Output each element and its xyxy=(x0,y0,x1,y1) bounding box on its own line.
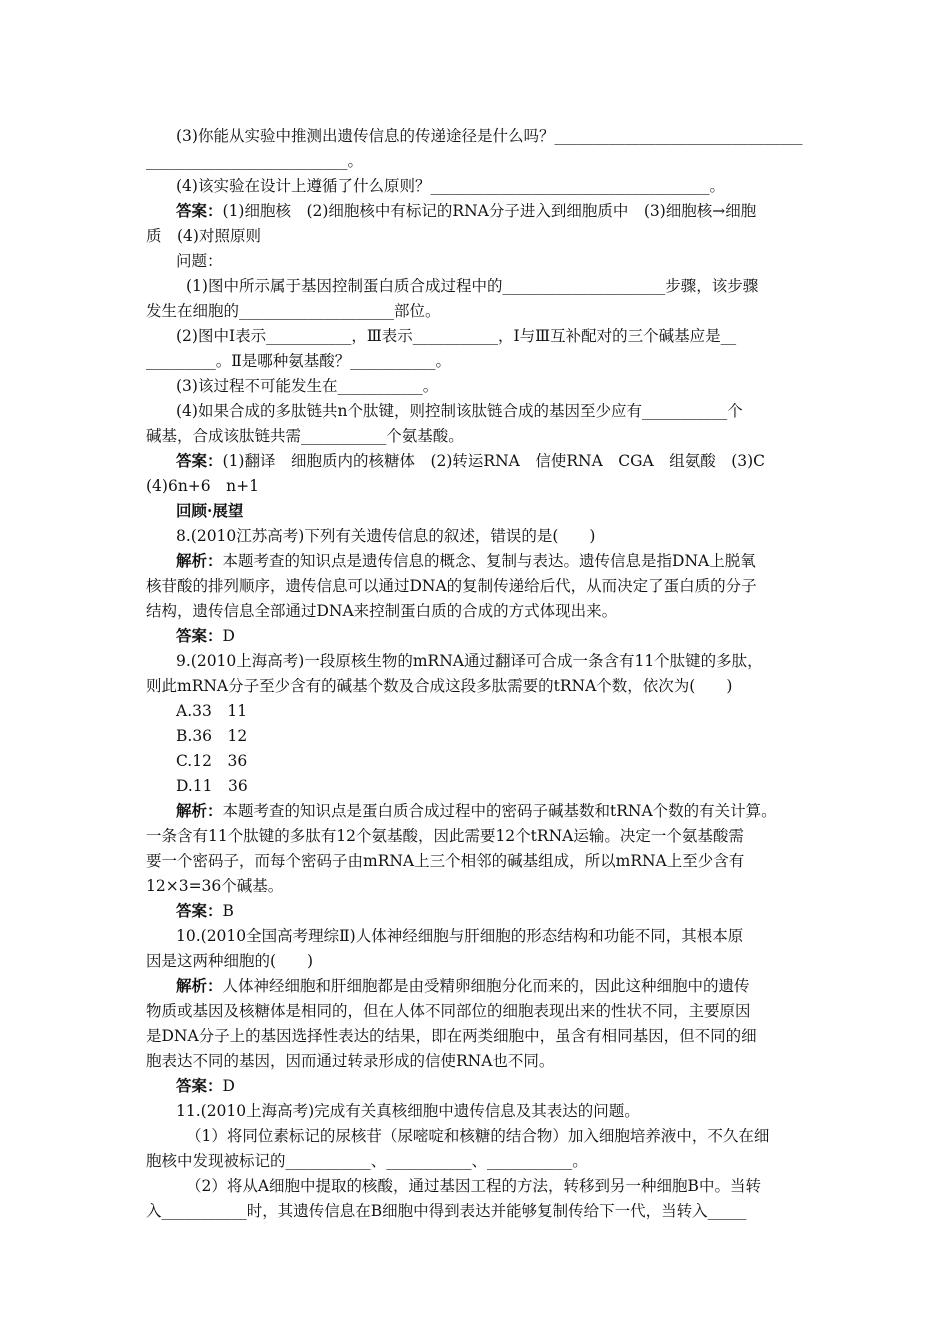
text-line: 因是这两种细胞的( ) xyxy=(146,952,314,970)
text-line: (3)该过程不可能发生在___________。 xyxy=(176,377,439,395)
analysis-text: 本题考查的知识点是遗传信息的概念、复制与表达。遗传信息是指DNA上脱氧 xyxy=(222,552,756,570)
answer-label: 答案： xyxy=(176,201,223,220)
text-line: (4)如果合成的多肽链共n个肽键，则控制该肽链合成的基因至少应有___________个 xyxy=(176,402,743,420)
analysis-line xyxy=(176,974,810,998)
answer-line xyxy=(176,624,810,648)
text-line: 胞核中发现被标记的___________、___________、___________。 xyxy=(146,1152,588,1170)
option-c: C.12 36 xyxy=(176,752,248,770)
text-line: 问题： xyxy=(176,252,223,270)
question-11: 11.(2010上海高考)完成有关真核细胞中遗传信息及其表达的问题。 xyxy=(176,1102,640,1120)
answer-line xyxy=(176,899,810,923)
answer-text: (1)翻译 细胞质内的核糖体 (2)转运RNA 信使RNA CGA 组氨酸 (3)C xyxy=(222,452,766,470)
option-a: A.33 11 xyxy=(176,702,248,720)
answer-label: 答案： xyxy=(176,1076,223,1095)
analysis-label: 解析： xyxy=(176,976,223,995)
answer-line xyxy=(176,449,810,473)
text-line: 要一个密码子，而每个密码子由mRNA上三个相邻的碱基组成，所以mRNA上至少含有 xyxy=(146,852,745,870)
text-line: 是DNA分子上的基因选择性表达的结果，即在两类细胞中，虽含有相同基因，但不同的细 xyxy=(146,1027,757,1045)
text-line: (3)你能从实验中推测出遗传信息的传递途径是什么吗？________________________________ xyxy=(176,127,803,145)
text-line: 物质或基因及核糖体是相同的，但在人体不同部位的细胞表现出来的性状不同，主要原因 xyxy=(146,1002,751,1020)
question-8: 8.(2010江苏高考)下列有关遗传信息的叙述，错误的是( ) xyxy=(176,527,596,545)
option-b: B.36 12 xyxy=(176,727,248,745)
text-line: 胞表达不同的基因，因而通过转录形成的信使RNA也不同。 xyxy=(146,1052,555,1070)
answer-line xyxy=(176,1074,810,1098)
text-line: 入___________时，其遗传信息在B细胞中得到表达并能够复制传给下一代，当转入_____ xyxy=(146,1202,747,1220)
answer-text: B xyxy=(222,902,234,920)
answer-line xyxy=(176,199,810,223)
answer-text: D xyxy=(222,627,235,645)
analysis-label: 解析： xyxy=(176,551,223,570)
option-d: D.11 36 xyxy=(176,777,248,795)
text-line: _________。Ⅱ是哪种氨基酸？___________。 xyxy=(146,352,452,370)
text-line: 则此mRNA分子至少含有的碱基个数及合成这段多肽需要的tRNA个数，依次为( ) xyxy=(146,677,733,695)
text-line: (4)该实验在设计上遵循了什么原则？____________________________________。 xyxy=(176,177,725,195)
answer-label: 答案： xyxy=(176,626,223,645)
question-10: 10.(2010全国高考理综Ⅱ)人体神经细胞与肝细胞的形态结构和功能不同，其根本原 xyxy=(176,927,744,945)
text-line: （2）将从A细胞中提取的核酸，通过基因工程的方法，转移到另一种细胞B中。当转 xyxy=(186,1177,761,1195)
text-line: 结构，遗传信息全部通过DNA来控制蛋白质的合成的方式体现出来。 xyxy=(146,602,618,620)
text-line: (4)6n+6 n+1 xyxy=(146,477,259,495)
analysis-line xyxy=(176,549,810,573)
answer-text: D xyxy=(222,1077,235,1095)
text-line: 核苷酸的排列顺序，遗传信息可以通过DNA的复制传递给后代，从而决定了蛋白质的分子 xyxy=(146,577,757,595)
text-line: (2)图中Ⅰ表示___________，Ⅲ表示___________，Ⅰ与Ⅲ互补配对的三个碱基应是__ xyxy=(176,327,737,345)
text-line: __________________________。 xyxy=(146,152,364,170)
text-line: 碱基，合成该肽链共需___________个氨基酸。 xyxy=(146,427,464,445)
text-line: 12×3=36个碱基。 xyxy=(146,877,284,895)
answer-label: 答案： xyxy=(176,901,223,920)
analysis-text: 本题考查的知识点是蛋白质合成过程中的密码子碱基数和tRNA个数的有关计算。 xyxy=(222,802,777,820)
answer-text: (1)细胞核 (2)细胞核中有标记的RNA分子进入到细胞质中 (3)细胞核→细胞 xyxy=(222,202,757,220)
analysis-line xyxy=(176,799,810,823)
text-line: 发生在细胞的____________________部位。 xyxy=(146,302,441,320)
question-9: 9.(2010上海高考)一段原核生物的mRNA通过翻译可合成一条含有11个肽键的多肽， xyxy=(176,652,763,670)
section-heading: 回顾·展望 xyxy=(176,501,244,520)
text-line: 一条含有11个肽键的多肽有12个氨基酸，因此需要12个tRNA运输。决定一个氨基酸需 xyxy=(146,827,744,845)
answer-label: 答案： xyxy=(176,451,223,470)
text-line: 质 (4)对照原则 xyxy=(146,227,261,245)
text-line: (1)图中所示属于基因控制蛋白质合成过程中的_____________________步骤，该步骤 xyxy=(186,277,759,295)
analysis-text: 人体神经细胞和肝细胞都是由受精卵细胞分化而来的，因此这种细胞中的遗传 xyxy=(222,977,750,995)
analysis-label: 解析： xyxy=(176,801,223,820)
text-line: （1）将同位素标记的尿核苷（尿嘧啶和核糖的结合物）加入细胞培养液中，不久在细 xyxy=(186,1127,770,1145)
